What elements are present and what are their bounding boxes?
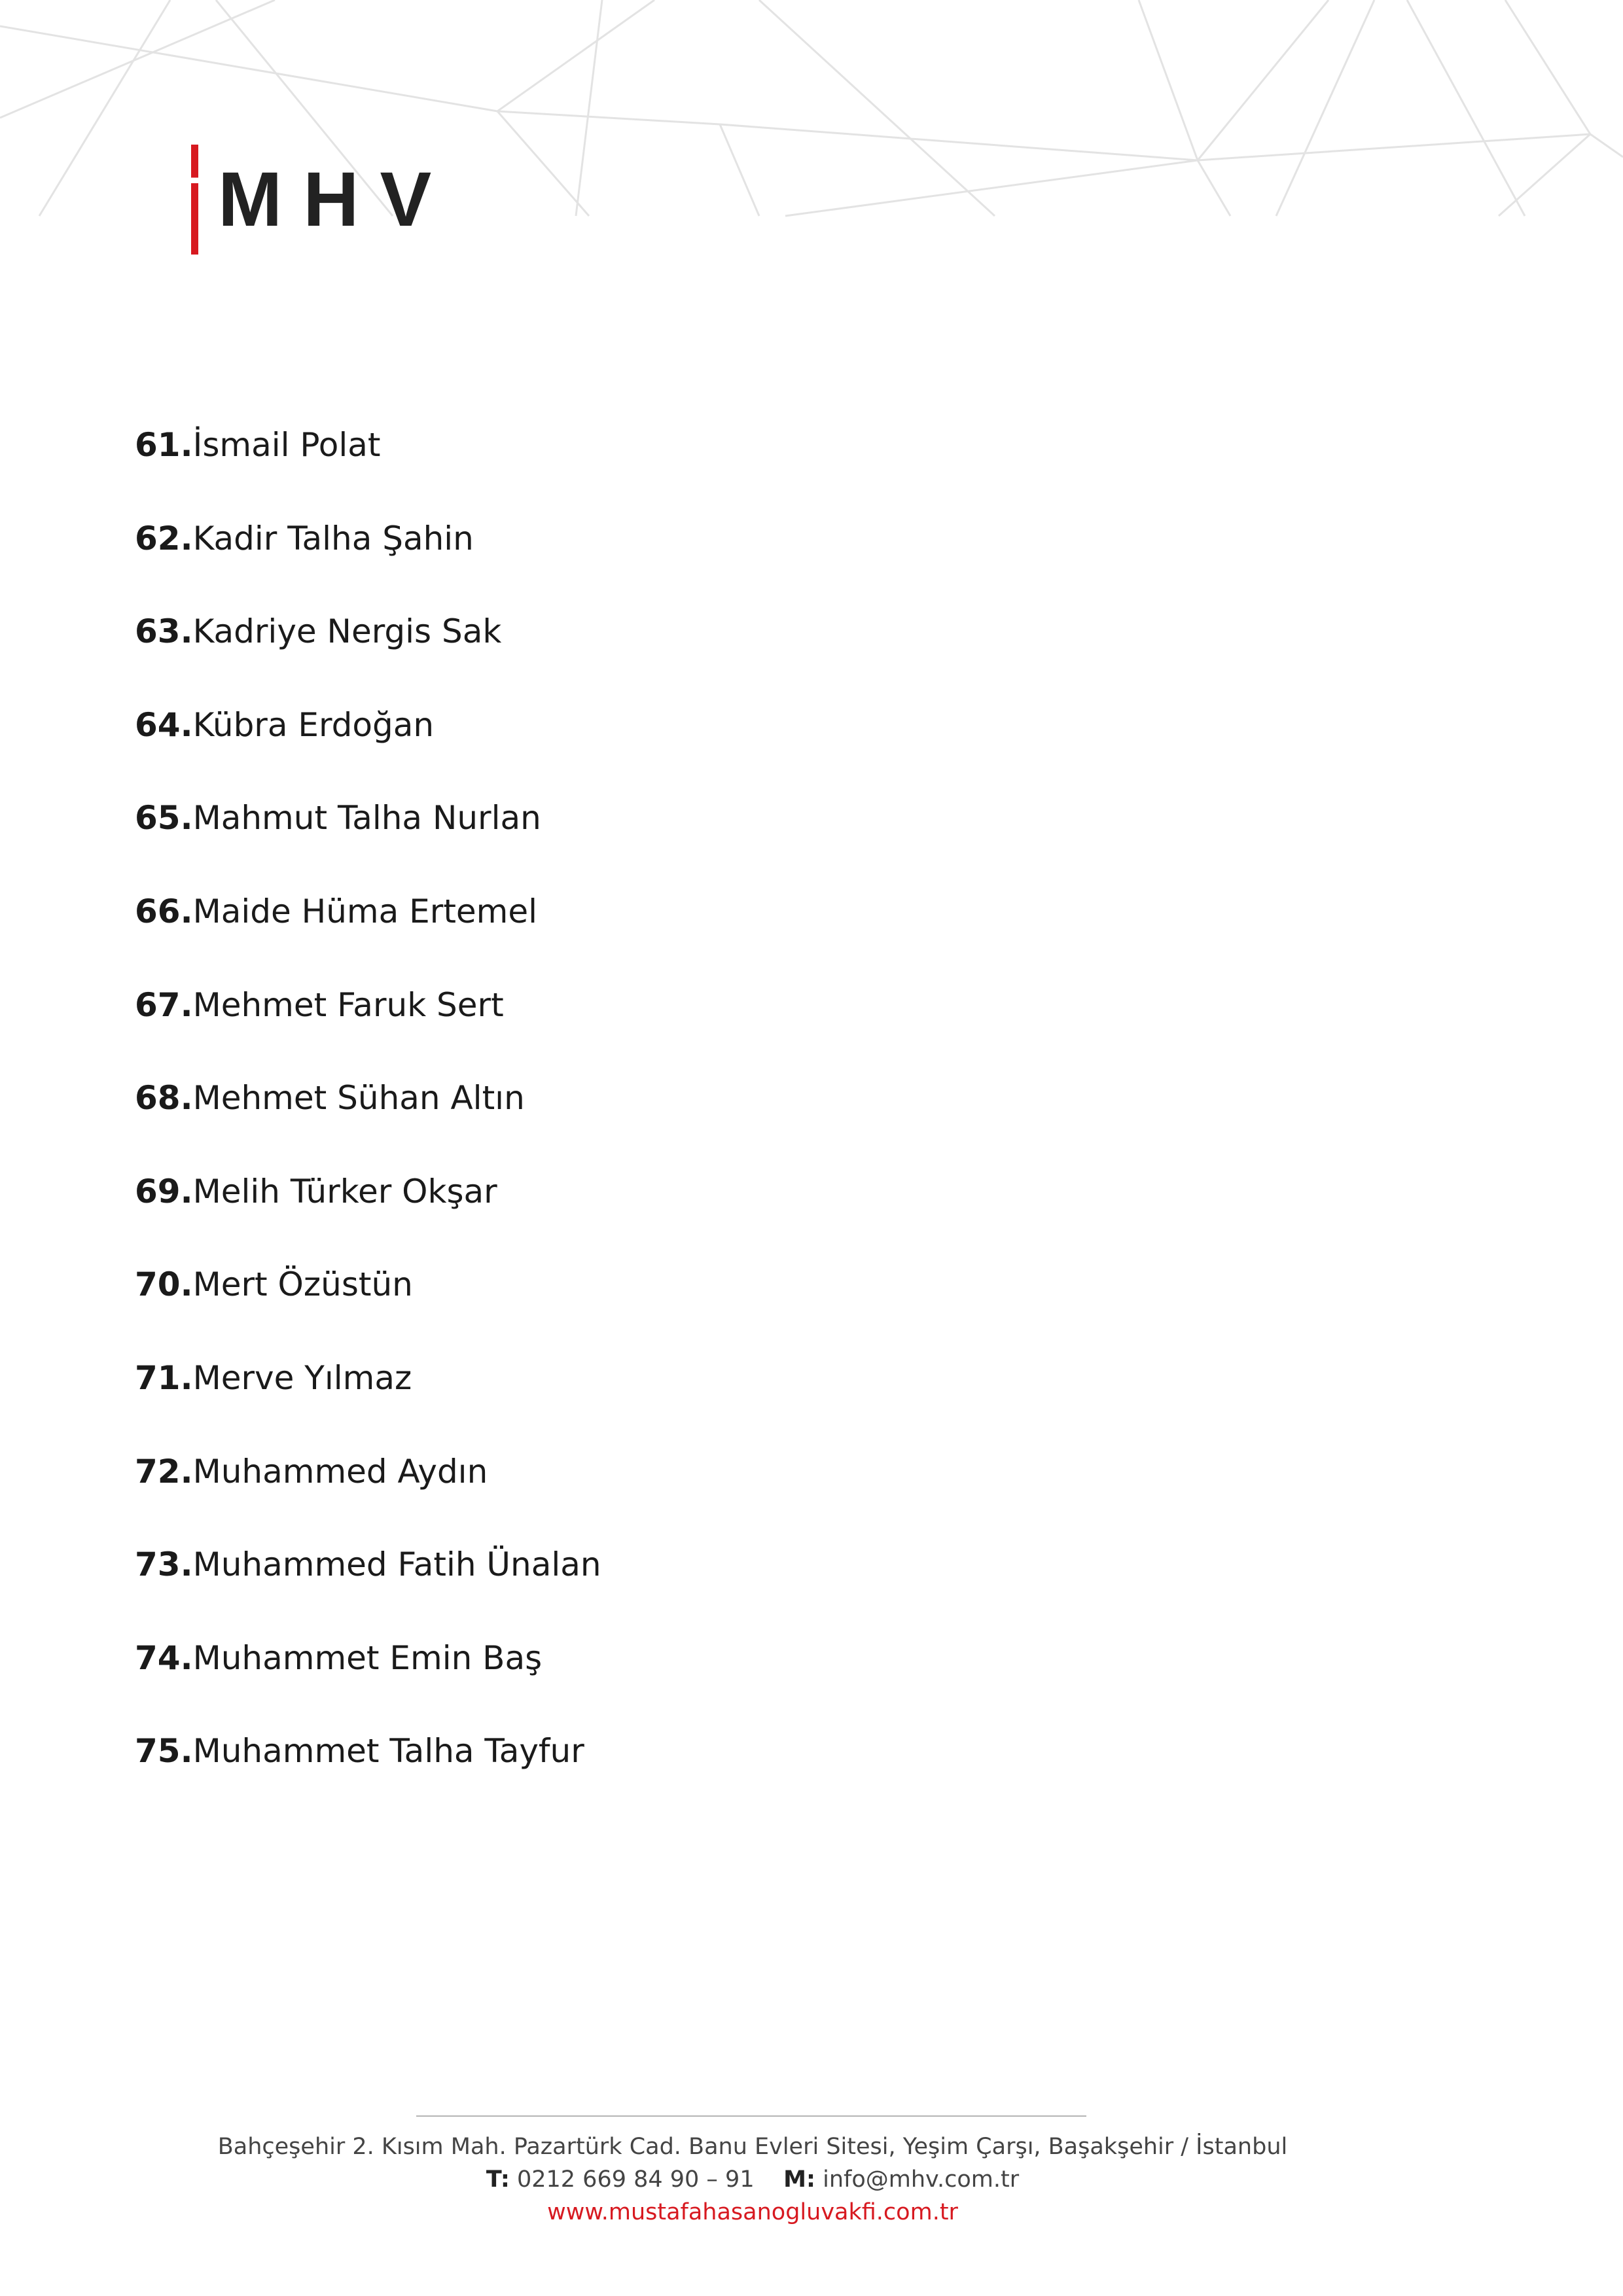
list-item xyxy=(135,1165,601,1259)
item-number: 61. xyxy=(135,426,193,464)
item-name: Kadriye Nergis Sak xyxy=(192,612,502,651)
list-item xyxy=(135,419,601,512)
item-name: Mert Özüstün xyxy=(192,1265,413,1304)
item-number: 64. xyxy=(135,705,193,744)
item-name: Kadir Talha Şahin xyxy=(192,519,474,557)
phone-number: 0212 669 84 90 – 91 xyxy=(516,2166,755,2193)
list-item xyxy=(135,605,601,699)
list-item xyxy=(135,699,601,792)
name-list xyxy=(135,419,601,1818)
item-number: 62. xyxy=(135,519,193,557)
item-number: 69. xyxy=(135,1172,193,1210)
item-number: 73. xyxy=(135,1545,193,1584)
mail-address: info@mhv.com.tr xyxy=(823,2166,1020,2193)
list-item xyxy=(135,512,601,606)
item-name: Mahmut Talha Nurlan xyxy=(192,799,541,838)
mhv-logo xyxy=(191,144,452,255)
item-name: Mehmet Faruk Sert xyxy=(192,985,504,1024)
item-number: 71. xyxy=(135,1358,193,1397)
item-number: 75. xyxy=(135,1732,193,1771)
item-number: 68. xyxy=(135,1079,193,1118)
list-item xyxy=(135,1725,601,1818)
item-name: Melih Türker Okşar xyxy=(192,1172,497,1210)
footer-address: Bahçeşehir 2. Kısım Mah. Pazartürk Cad. Banu Evleri Sitesi, Yeşim Çarşı, Başakşehir / İstanbul xyxy=(217,2134,1288,2160)
item-name: Muhammet Emin Baş xyxy=(192,1638,543,1677)
item-number: 67. xyxy=(135,985,193,1024)
list-item xyxy=(135,1352,601,1445)
list-item xyxy=(135,885,601,979)
item-name: Maide Hüma Ertemel xyxy=(192,892,538,930)
item-name: Merve Yılmaz xyxy=(192,1358,412,1397)
logo-text: MHV xyxy=(218,156,453,243)
footer-website: www.mustafahasanogluvakfi.com.tr xyxy=(547,2199,958,2225)
item-number: 66. xyxy=(135,892,193,930)
footer-contact xyxy=(0,2163,1505,2196)
item-name: Muhammed Fatih Ünalan xyxy=(192,1545,601,1584)
item-number: 63. xyxy=(135,612,193,651)
item-name: Mehmet Sühan Altın xyxy=(192,1079,525,1118)
logo-accent-bar xyxy=(191,145,198,255)
item-name: Muhammet Talha Tayfur xyxy=(192,1732,584,1771)
item-number: 65. xyxy=(135,799,193,838)
list-item xyxy=(135,1538,601,1632)
list-item xyxy=(135,1445,601,1539)
list-item xyxy=(135,1072,601,1165)
mail-label: M: xyxy=(783,2166,815,2193)
list-item xyxy=(135,792,601,885)
list-item xyxy=(135,979,601,1072)
item-name: Muhammed Aydın xyxy=(192,1452,488,1491)
list-item xyxy=(135,1632,601,1725)
item-number: 70. xyxy=(135,1265,193,1304)
list-item xyxy=(135,1258,601,1352)
item-number: 72. xyxy=(135,1452,193,1491)
footer-divider xyxy=(416,2115,1086,2117)
phone-label: T: xyxy=(486,2166,510,2193)
footer xyxy=(0,2130,1505,2229)
item-name: Kübra Erdoğan xyxy=(192,705,435,744)
item-name: İsmail Polat xyxy=(192,426,381,464)
item-number: 74. xyxy=(135,1638,193,1677)
